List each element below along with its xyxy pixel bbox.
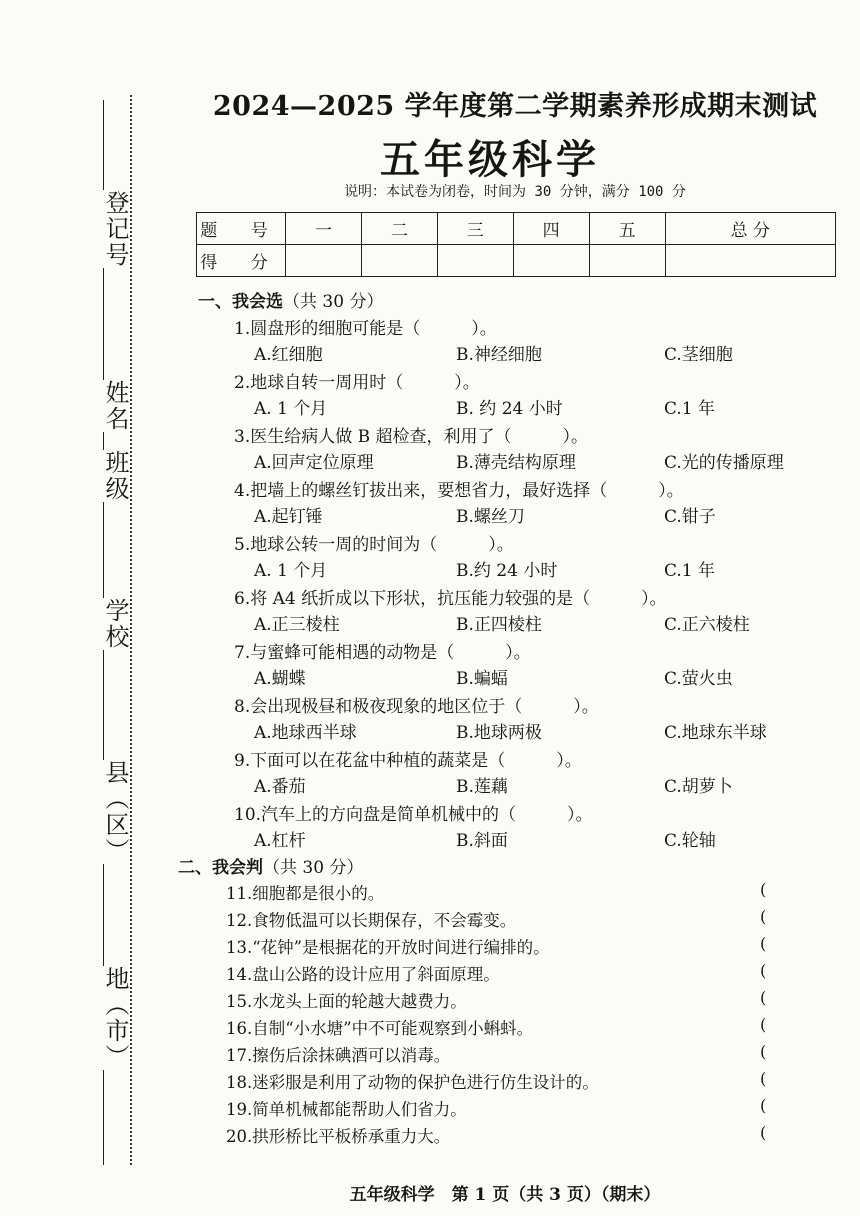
answer-parenthesis[interactable]: ( <box>760 934 767 953</box>
name-label: 姓名 <box>74 380 130 432</box>
option-b: B.斜面 <box>456 831 508 851</box>
col-1: 一 <box>286 213 362 245</box>
section-2-points: （共 30 分） <box>263 858 364 878</box>
county-label: 县（区） <box>74 760 130 864</box>
col-2: 二 <box>361 213 437 245</box>
section-1-title: 一、我会选 <box>198 292 283 312</box>
exam-note: 说明：本试卷为闭卷，时间为 30 分钟，满分 100 分 <box>344 184 686 200</box>
question-number-head: 题 号 <box>197 213 286 245</box>
page-footer: 五年级科学 第 1 页（共 3 页）（期末） <box>349 1185 661 1205</box>
option-c: C.胡萝卜 <box>664 777 733 797</box>
question-text: 5.地球公转一周的时间为（ ）。 <box>234 535 514 555</box>
option-c: C.地球东半球 <box>664 723 767 743</box>
question-text: 2.地球自转一周用时（ ）。 <box>234 373 480 393</box>
score-cell[interactable] <box>513 245 589 277</box>
question-text: 10.汽车上的方向盘是简单机械中的（ ）。 <box>234 805 593 825</box>
question-text: 3.医生给病人做 B 超检查，利用了（ ）。 <box>234 427 589 447</box>
option-b: B.蝙蝠 <box>456 669 508 689</box>
option-c: C.轮轴 <box>664 831 716 851</box>
question-text: 9.下面可以在花盆中种植的蔬菜是（ ）。 <box>234 751 582 771</box>
subject-title: 五年级科学 <box>380 136 600 183</box>
judgment-statement: 19.简单机械都能帮助人们省力。 <box>226 1100 467 1119</box>
option-c: C.茎细胞 <box>664 345 733 365</box>
city-label: 地（市） <box>74 966 130 1070</box>
option-b: B.约 24 小时 <box>456 561 558 581</box>
question-text: 1.圆盘形的细胞可能是（ ）。 <box>234 319 497 339</box>
score-cell[interactable] <box>437 245 513 277</box>
option-c: C.正六棱柱 <box>664 615 750 635</box>
option-b: B.地球两极 <box>456 723 542 743</box>
judgment-statement: 17.擦伤后涂抹碘酒可以消毒。 <box>226 1046 451 1065</box>
option-c: C.1 年 <box>664 561 716 581</box>
section-1-points: （共 30 分） <box>283 292 384 312</box>
judgment-statement: 11.细胞都是很小的。 <box>226 884 385 903</box>
col-5: 五 <box>589 213 665 245</box>
score-cell[interactable] <box>589 245 665 277</box>
option-a: A.红细胞 <box>254 345 323 365</box>
section-1-heading <box>198 287 383 312</box>
judgment-statement: 15.水龙头上面的轮越大越费力。 <box>226 992 467 1011</box>
answer-parenthesis[interactable]: ( <box>760 1015 767 1034</box>
section-2-title: 二、我会判 <box>178 858 263 878</box>
option-b: B.薄壳结构原理 <box>456 453 576 473</box>
registration-number-label: 登记号 <box>74 190 130 268</box>
option-c: C.光的传播原理 <box>664 453 784 473</box>
answer-parenthesis[interactable]: ( <box>760 907 767 926</box>
judgment-statement: 16.自制“小水塘”中不可能观察到小蝌蚪。 <box>226 1019 534 1038</box>
answer-parenthesis[interactable]: ( <box>760 1042 767 1061</box>
class-label: 班级 <box>74 450 130 502</box>
option-a: A.杠杆 <box>254 831 306 851</box>
option-c: C.1 年 <box>664 399 716 419</box>
option-b: B.螺丝刀 <box>456 507 525 527</box>
score-head: 得 分 <box>197 245 286 277</box>
option-b: B.正四棱柱 <box>456 615 542 635</box>
option-b: B. 约 24 小时 <box>456 399 563 419</box>
answer-parenthesis[interactable]: ( <box>760 880 767 899</box>
score-cell[interactable] <box>665 245 835 277</box>
answer-parenthesis[interactable]: ( <box>760 1123 767 1142</box>
option-a: A.蝴蝶 <box>254 669 306 689</box>
answer-parenthesis[interactable]: ( <box>760 988 767 1007</box>
judgment-statement: 14.盘山公路的设计应用了斜面原理。 <box>226 965 500 984</box>
answer-parenthesis[interactable]: ( <box>760 1069 767 1088</box>
option-a: A.正三棱柱 <box>254 615 340 635</box>
option-b: B.莲藕 <box>456 777 508 797</box>
question-text: 4.把墙上的螺丝钉拔出来，要想省力，最好选择（ ）。 <box>234 481 684 501</box>
option-b: B.神经细胞 <box>456 345 542 365</box>
option-a: A. 1 个月 <box>254 399 328 419</box>
score-cell[interactable] <box>286 245 362 277</box>
option-a: A.回声定位原理 <box>254 453 374 473</box>
score-table-score-row <box>197 245 836 277</box>
question-text: 8.会出现极昼和极夜现象的地区位于（ ）。 <box>234 697 599 717</box>
score-table-header-row <box>197 213 836 245</box>
option-a: A.地球西半球 <box>254 723 357 743</box>
option-a: A. 1 个月 <box>254 561 328 581</box>
question-text: 6.将 A4 纸折成以下形状，抗压能力较强的是（ ）。 <box>234 589 667 609</box>
section-2-heading <box>178 853 363 878</box>
score-table <box>196 212 836 277</box>
judgment-statement: 20.拱形桥比平板桥承重力大。 <box>226 1127 451 1146</box>
judgment-statement: 18.迷彩服是利用了动物的保护色进行仿生设计的。 <box>226 1073 599 1092</box>
option-c: C.萤火虫 <box>664 669 733 689</box>
col-4: 四 <box>513 213 589 245</box>
judgment-statement: 13.“花钟”是根据花的开放时间进行编排的。 <box>226 938 550 957</box>
option-c: C.钳子 <box>664 507 716 527</box>
option-a: A.番茄 <box>254 777 306 797</box>
answer-parenthesis[interactable]: ( <box>760 961 767 980</box>
score-cell[interactable] <box>361 245 437 277</box>
option-a: A.起钉锤 <box>254 507 323 527</box>
judgment-statement: 12.食物低温可以长期保存，不会霉变。 <box>226 911 517 930</box>
school-label: 学校 <box>74 598 130 650</box>
col-3: 三 <box>437 213 513 245</box>
question-text: 7.与蜜蜂可能相遇的动物是（ ）。 <box>234 643 531 663</box>
answer-parenthesis[interactable]: ( <box>760 1096 767 1115</box>
exam-title: 2024—2025 学年度第二学期素养形成期末测试 <box>212 91 818 122</box>
col-total: 总 分 <box>665 213 835 245</box>
